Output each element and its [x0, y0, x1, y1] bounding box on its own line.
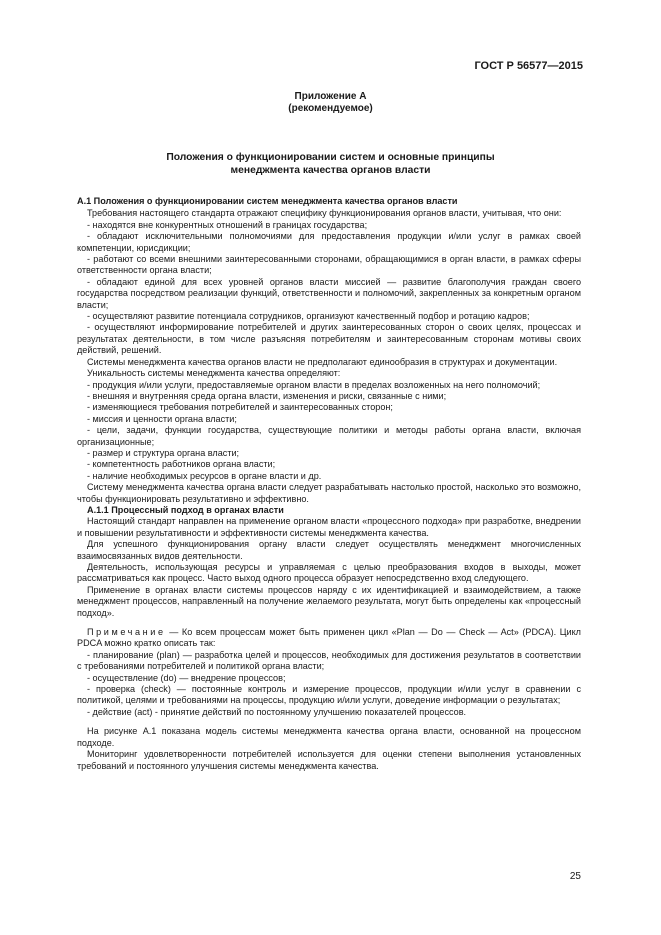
paragraph: Мониторинг удовлетворенности потребителей используется для оценки степени выполнения установленных требований и постоянного улучшения системы менеджмента качества. [77, 749, 581, 771]
note-paragraph [77, 627, 581, 650]
paragraph: Уникальность системы менеджмента качества определяют: [87, 368, 341, 379]
appendix-title-line-1: Положения о функционировании систем и основные принципы [166, 152, 495, 163]
list-item: - осуществляют развитие потенциала сотрудников, организуют качественный подбор и ротацию кадров; [87, 311, 530, 322]
document-body [77, 196, 581, 772]
list-item: - цели, задачи, функции государства, существующие политики и методы работы органа власти, включая организационные; [77, 425, 581, 447]
document-code: ГОСТ Р 56577—2015 [474, 60, 583, 72]
list-item: - внешняя и внутренняя среда органа власти, изменения и риски, связанные с ними; [87, 390, 447, 401]
list-item: - работают со всеми внешними заинтересованными сторонами, обращающимися в орган власти, в рамках сферы ответственности органа власти; [77, 254, 581, 276]
paragraph: Для успешного функционирования органу власти следует осуществлять менеджмент многочисленных взаимосвязанных видов деятельности. [77, 539, 581, 561]
note-list-item: - осуществление (do) — внедрение процессов; [87, 672, 286, 683]
appendix-status: (рекомендуемое) [288, 103, 373, 114]
note-list-item: - проверка (check) — постоянные контроль и измерение процессов, продукции и/или услуг в сравнении с политикой, целями и требованиями на процессы, продукцию и/или услуги, доведение информации о результатах; [77, 684, 581, 706]
list-item: - наличие необходимых ресурсов в органе власти и др. [87, 470, 322, 481]
note-list-item: - планирование (plan) — разработка целей и процессов, необходимых для достижения результатов в соответствии с требованиями потребителей и политикой органа власти; [77, 649, 581, 672]
note-text: — Ко всем процессам может быть применен цикл «Plan — Do — Check — Act» (PDCA). Цикл PDCA можно кратко описать так: [77, 627, 581, 649]
section-a11-heading: А.1.1 Процессный подход в органах власти [87, 504, 284, 515]
list-item: - миссия и ценности органа власти; [87, 413, 237, 424]
paragraph: Деятельность, использующая ресурсы и управляемая с целью преобразования входов в выходы, может рассматриваться как процесс. Часто выход одного процесса образует непосредственно вход следующего. [77, 562, 581, 584]
note-list-item: - действие (act) - принятие действий по постоянному улучшению показателей процессов. [87, 706, 467, 717]
paragraph: Настоящий стандарт направлен на применение органом власти «процессного подхода» при разработке, внедрении и повышении результативности и эффективности системы менеджмента качества. [77, 516, 581, 538]
appendix-title-line-2: менеджмента качества органов власти [230, 165, 431, 176]
list-item: - обладают исключительными полномочиями для предоставления продукции и/или услуг в рамках своей компетенции, юрисдикции; [77, 231, 581, 253]
list-item: - осуществляют информирование потребителей и других заинтересованных сторон о своих целях, процессах и результатах деятельности, в том числе разъясняя потребителям и заинтересованным сторонам мотивы своих действий, решений. [77, 322, 581, 356]
section-a1-heading: А.1 Положения о функционировании систем менеджмента качества органов власти [77, 196, 458, 206]
paragraph: Требования настоящего стандарта отражают специфику функционирования органов власти, учитывая, что они: [87, 208, 562, 219]
paragraph: Системы менеджмента качества органов власти не предполагают единообразия в структурах и документации. [87, 356, 558, 367]
list-item: - компетентность работников органа власти; [87, 459, 276, 470]
page-number: 25 [569, 871, 581, 882]
list-item: - продукция и/или услуги, предоставляемые органом власти в пределах возложенных на него полномочий; [87, 379, 541, 390]
appendix-title [0, 151, 661, 177]
list-item: - находятся вне конкурентных отношений в границах государства; [87, 219, 368, 230]
paragraph: Систему менеджмента качества органа власти следует разрабатывать настолько простой, насколько это возможно, чтобы функционировать результативно и эффективно. [77, 482, 581, 504]
appendix-heading [0, 91, 661, 115]
list-item: - обладают единой для всех уровней органов власти миссией — развитие благополучия граждан своего государства посредством реализации функций, ответственности и полномочий, закрепленных за конкретным органом власти; [77, 276, 581, 310]
note-label: Примечание [87, 627, 166, 638]
list-item: - изменяющиеся требования потребителей и заинтересованных сторон; [87, 402, 393, 413]
list-item: - размер и структура органа власти; [87, 447, 240, 458]
paragraph: На рисунке А.1 показана модель системы менеджмента качества органа власти, основанной на процессном подходе. [77, 726, 581, 748]
paragraph: Применение в органах власти системы процессов наряду с их идентификацией и взаимодействием, а также менеджмент процессов, направленный на получение желаемого результата, могут быть определены как «процессный подход». [77, 584, 581, 618]
appendix-label: Приложение А [294, 91, 367, 102]
